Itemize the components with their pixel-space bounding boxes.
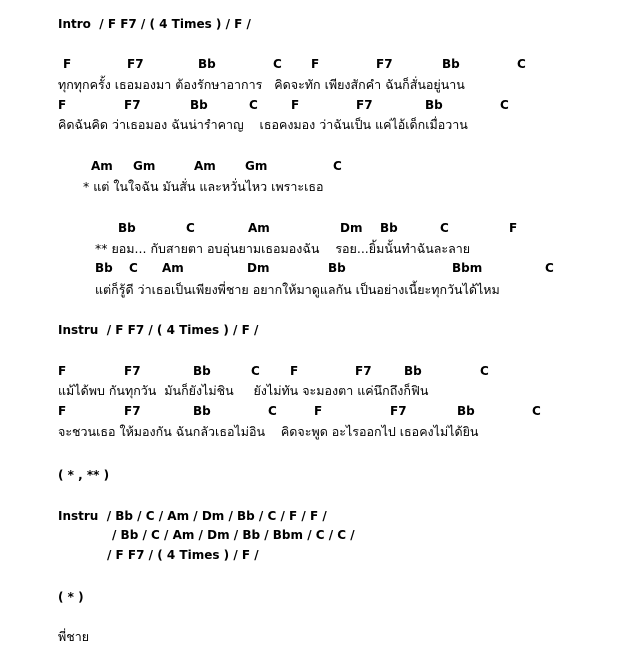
ending-line: พี่ชาย [58, 629, 90, 644]
chord-dm: Dm [340, 221, 363, 235]
chord-am: Am [248, 221, 270, 235]
chord-am: Am [91, 159, 113, 173]
verse1-lyric-1: ทุกทุกครั้ง เธอมองมา ต้องรักษาอาการ คิดจะทัก เพียงสักคำ ฉันก็สั่นอยู่นาน [58, 77, 465, 92]
chorus1-lyric: * แต่ ในใจฉัน มันสั่น และหวั่นไหว เพราะเธอ [83, 179, 324, 194]
chord-f: F [314, 404, 323, 418]
chord-c: C [249, 98, 258, 112]
repeat-marker-1: ( * , ** ) [58, 468, 110, 482]
verse2-lyric-2: จะชวนเธอ ให้มองกัน ฉันกลัวเธอไม่อิน คิดจะพูด อะไรออกไป เธอคงไม่ได้ยิน [58, 424, 479, 439]
chord-f7: F7 [355, 364, 372, 378]
chord-f7: F7 [376, 57, 393, 71]
chord-c: C [129, 261, 138, 275]
chord-c: C [517, 57, 526, 71]
chord-bb: Bb [190, 98, 208, 112]
chord-c: C [500, 98, 509, 112]
chord-c: C [186, 221, 195, 235]
chord-f: F [63, 57, 72, 71]
chord-c: C [333, 159, 342, 173]
chord-bb: Bb [380, 221, 398, 235]
chord-f7: F7 [124, 364, 141, 378]
chord-f7: F7 [127, 57, 144, 71]
chord-f: F [58, 364, 67, 378]
chord-bb: Bb [404, 364, 422, 378]
chord-f: F [311, 57, 320, 71]
chord-c: C [251, 364, 260, 378]
chord-f: F [58, 404, 67, 418]
instru-line-4: / F F7 / ( 4 Times ) / F / [107, 548, 259, 562]
verse1-lyric-2: คิดฉันคิด ว่าเธอมอง ฉันน่ารำคาญ เธอคงมอง ว่าฉันเป็น แค่ไอ้เด็กเมื่อวาน [58, 117, 468, 132]
chord-bb: Bb [328, 261, 346, 275]
chord-f: F [290, 364, 299, 378]
repeat-marker-2: ( * ) [58, 590, 84, 604]
chord-bb: Bb [442, 57, 460, 71]
chord-bbm: Bbm [452, 261, 483, 275]
chord-gm: Gm [245, 159, 268, 173]
chord-c: C [545, 261, 554, 275]
instru-line-1: Instru / F F7 / ( 4 Times ) / F / [58, 323, 259, 337]
chord-gm: Gm [133, 159, 156, 173]
chord-c: C [273, 57, 282, 71]
chord-c: C [532, 404, 541, 418]
chord-f7: F7 [390, 404, 407, 418]
chorus2-lyric-2: แต่ก็รู้ดี ว่าเธอเป็นเพียงพี่ชาย อยากให้มาดูแลกัน เป็นอย่างเนี้ยะทุกวันได้ไหม [95, 282, 500, 297]
instru-line-2: Instru / Bb / C / Am / Dm / Bb / C / F / F / [58, 509, 327, 523]
chord-f: F [509, 221, 518, 235]
chord-c: C [480, 364, 489, 378]
verse2-lyric-1: แม้ได้พบ กันทุกวัน มันก็ยังไม่ชิน ยังไม่ทัน จะมองตา แค่นึกถึงก็ฟิน [58, 383, 429, 398]
chord-c: C [440, 221, 449, 235]
chord-bb: Bb [118, 221, 136, 235]
chord-bb: Bb [425, 98, 443, 112]
intro-line: Intro / F F7 / ( 4 Times ) / F / [58, 17, 251, 31]
instru-line-3: / Bb / C / Am / Dm / Bb / Bbm / C / C / [112, 528, 355, 542]
chord-f: F [291, 98, 300, 112]
chord-bb: Bb [95, 261, 113, 275]
chord-bb: Bb [193, 364, 211, 378]
chorus2-lyric-1: ** ยอม... กับสายตา อบอุ่นยามเธอมองฉัน รอย...ยิ้มนั้นทำฉันละลาย [95, 241, 471, 256]
chord-f7: F7 [124, 98, 141, 112]
chord-bb: Bb [457, 404, 475, 418]
chord-c: C [268, 404, 277, 418]
chord-bb: Bb [193, 404, 211, 418]
chord-bb: Bb [198, 57, 216, 71]
chord-dm: Dm [247, 261, 270, 275]
chord-f7: F7 [124, 404, 141, 418]
chord-f7: F7 [356, 98, 373, 112]
chord-am: Am [162, 261, 184, 275]
chord-am: Am [194, 159, 216, 173]
chord-f: F [58, 98, 67, 112]
